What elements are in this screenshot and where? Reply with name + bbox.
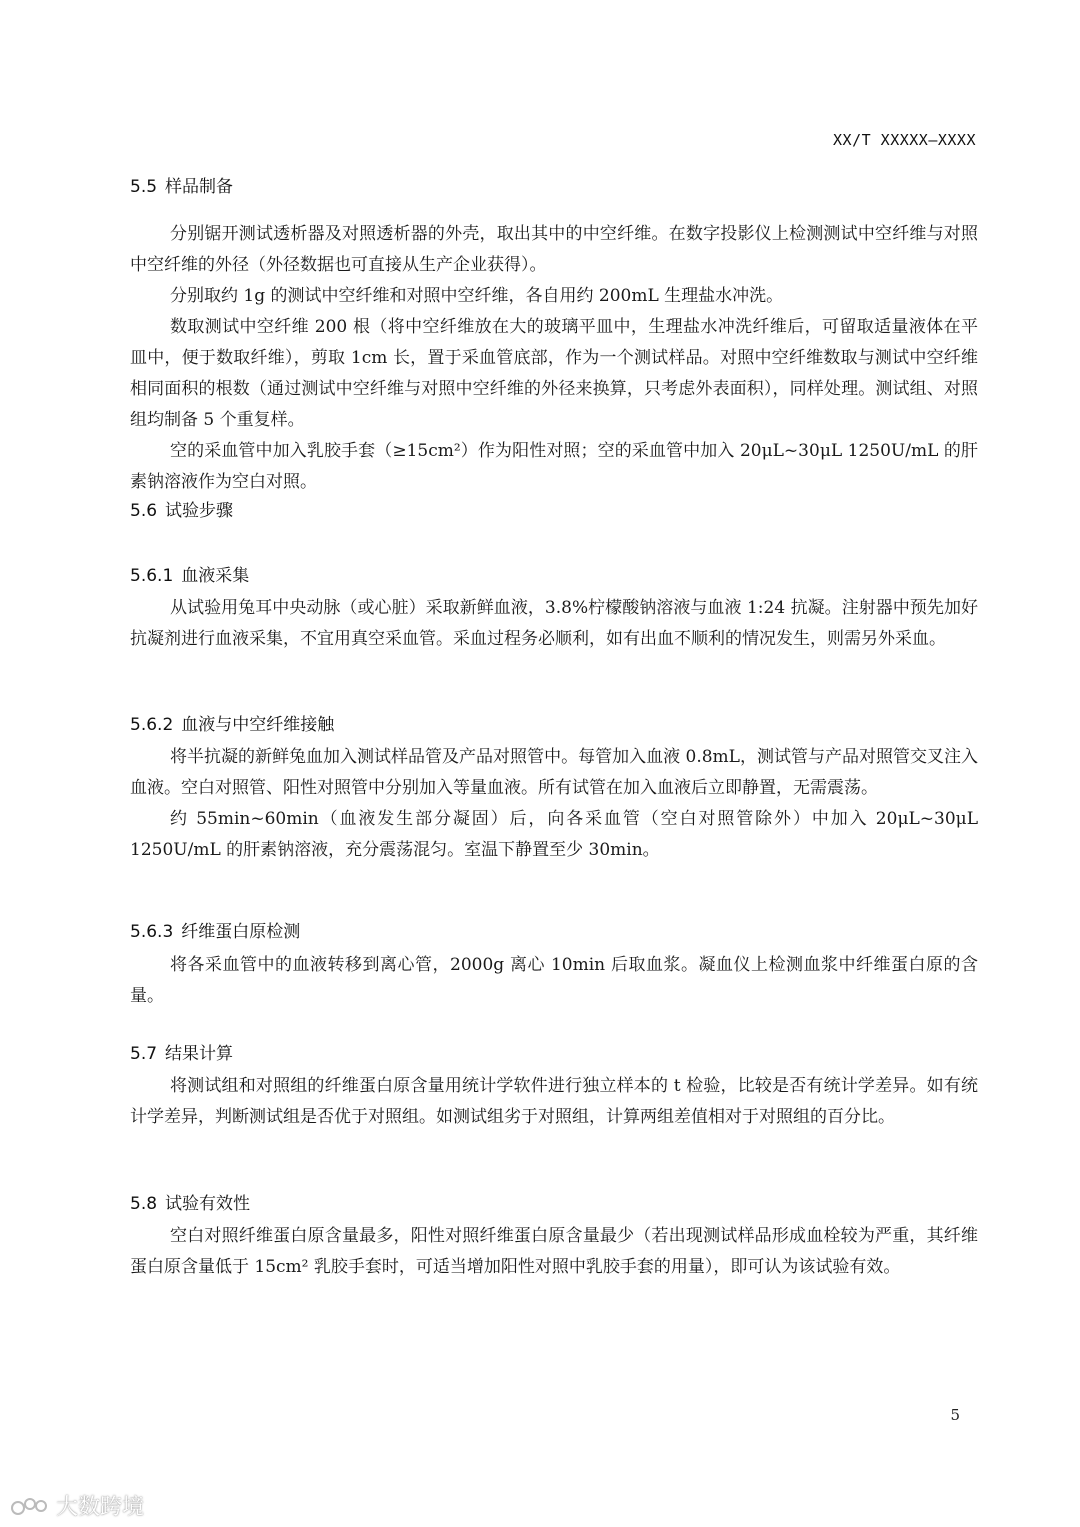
heading-title: 血液采集: [181, 566, 250, 586]
heading-title: 结果计算: [165, 1044, 234, 1064]
paragraph: 空白对照纤维蛋白原含量最多，阳性对照纤维蛋白原含量最少（若出现测试样品形成血栓较为严重，其纤维蛋白原含量低于 15cm² 乳胶手套时，可适当增加阳性对照中乳胶手套的用量），即可认为该试验有效。: [130, 1226, 978, 1277]
paragraph: 将各采血管中的血液转移到离心管，2000g 离心 10min 后取血浆。凝血仪上检测血浆中纤维蛋白原的含量。: [130, 955, 978, 1006]
watermark-logo-icon: [10, 1494, 50, 1518]
paragraph: 空的采血管中加入乳胶手套（≥15cm²）作为阳性对照；空的采血管中加入 20μL~30μL 1250U/mL 的肝素钠溶液作为空白对照。: [130, 441, 978, 492]
heading-number: 5.5: [130, 177, 158, 197]
heading-5-7: [130, 1039, 233, 1064]
heading-5-8: [130, 1189, 250, 1214]
heading-title: 试验步骤: [165, 501, 234, 521]
heading-number: 5.8: [130, 1194, 158, 1214]
heading-title: 样品制备: [165, 177, 234, 197]
heading-title: 试验有效性: [165, 1194, 251, 1214]
heading-5-6-1: [130, 561, 249, 586]
paragraph: 数取测试中空纤维 200 根（将中空纤维放在大的玻璃平皿中，生理盐水冲洗纤维后，可留取适量液体在平皿中，便于数取纤维），剪取 1cm 长，置于采血管底部，作为一个测试样品。对照中空纤维数取与测试中空纤维相同面积的根数（通过测试中空纤维与对照中空纤维的外径来换算，只考虑外表面积），同样处理。测试组、对照组均制备 5 个重复样。: [130, 317, 978, 430]
page-number: 5: [950, 1406, 960, 1424]
heading-number: 5.6.1: [130, 566, 174, 586]
paragraph: 将半抗凝的新鲜兔血加入测试样品管及产品对照管中。每管加入血液 0.8mL，测试管与产品对照管交叉注入血液。空白对照管、阳性对照管中分别加入等量血液。所有试管在加入血液后立即静置，无需震荡。: [130, 747, 978, 798]
heading-5-5: [130, 172, 978, 197]
document-code: XX/T XXXXX—XXXX: [833, 131, 976, 149]
heading-5-6-2: [130, 710, 334, 735]
watermark-text: 大数跨境: [56, 1495, 145, 1520]
watermark: [10, 1490, 144, 1521]
paragraph: 将测试组和对照组的纤维蛋白原含量用统计学软件进行独立样本的 t 检验，比较是否有统计学差异。如有统计学差异，判断测试组是否优于对照组。如测试组劣于对照组，计算两组差值相对于对照组的百分比。: [130, 1076, 978, 1127]
heading-5-6-3: [130, 917, 300, 942]
paragraph: 分别锯开测试透析器及对照透析器的外壳，取出其中的中空纤维。在数字投影仪上检测测试中空纤维与对照中空纤维的外径（外径数据也可直接从生产企业获得）。: [130, 224, 978, 275]
heading-number: 5.6.2: [130, 715, 174, 735]
paragraph: 约 55min~60min（血液发生部分凝固）后，向各采血管（空白对照管除外）中加入 20μL~30μL 1250U/mL 的肝素钠溶液，充分震荡混匀。室温下静置至少 30min。: [130, 809, 978, 860]
heading-title: 纤维蛋白原检测: [181, 922, 301, 942]
heading-number: 5.6: [130, 501, 158, 521]
heading-number: 5.7: [130, 1044, 158, 1064]
paragraph: 从试验用兔耳中央动脉（或心脏）采取新鲜血液，3.8%柠檬酸钠溶液与血液 1:24 抗凝。注射器中预先加好抗凝剂进行血液采集，不宜用真空采血管。采血过程务必顺利，如有出血不顺利的情况发生，则需另外采血。: [130, 598, 978, 649]
heading-title: 血液与中空纤维接触: [181, 715, 335, 735]
heading-number: 5.6.3: [130, 922, 174, 942]
paragraph: 分别取约 1g 的测试中空纤维和对照中空纤维，各自用约 200mL 生理盐水冲洗。: [170, 286, 784, 306]
heading-5-6: [130, 496, 233, 521]
document-body: [130, 172, 978, 1277]
